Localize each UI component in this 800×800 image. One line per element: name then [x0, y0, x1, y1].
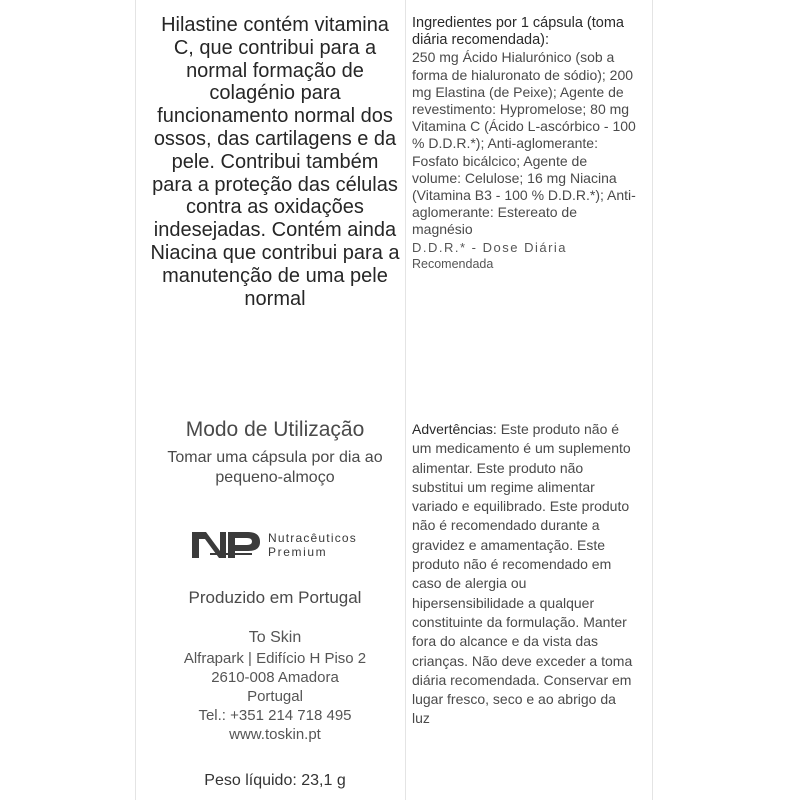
ingredients-header: Ingredientes por 1 cápsula (toma diária recomendada): [412, 15, 624, 49]
claim-block [150, 14, 400, 310]
brand-logo [190, 528, 357, 562]
warnings-block [412, 420, 637, 729]
usage-title: Modo de Utilização [185, 418, 365, 441]
brand-text [268, 531, 357, 559]
ingredients-body: 250 mg Ácido Hialurónico (sob a forma de hialuronato de sódio); 200 mg Elastina (de Peixe); Agente de revestimento: Hypromelose; 80 mg Vitamina C (Ácido L-ascórbico - 100 % D.D.R.*); Anti-aglomerante: Fosfato bicálcico; Agente de volume: Celulose; 16 mg Niacina (Vitamina B3 - 100 % D.D.R.*); Anti-aglomerante: Estereato de magnésio [412, 49, 636, 238]
warnings-text: Este produto não é um medicamento é um suplemento alimentar. Este produto não substitui um regime alimentar variado e equilibrado. Este produto não é recomendado durante a gravidez e amamentação. Este produto não é recomendado em caso de alergia ou hipersensibilidade a qualquer constituinte da formulação. Manter fora do alcance e da vista das crianças. Não deve exceder a toma diária recomendada. Conservar em lugar fresco, seco e ao abrigo da luz [412, 421, 633, 727]
company-address1: Alfrapark | Edifício H Piso 2 [183, 650, 367, 667]
net-weight: Peso líquido: 23,1 g [204, 772, 346, 789]
company-name: To Skin [248, 629, 302, 646]
ddr-note: D.D.R.* - Dose Diária [412, 239, 568, 255]
company-country: Portugal [247, 688, 303, 705]
brand-line2: Premium [268, 545, 328, 559]
divider-right [652, 0, 653, 800]
health-claim-text: Hilastine contém vitamina C, que contribui para a normal formação de colagénio para funcionamento normal dos ossos, das cartilagens e da pele. Contribui também para a proteção das células contra as oxidações indesejadas. Contém ainda Niacina que contribui para a manutenção de uma pele normal [150, 14, 400, 310]
company-block [150, 628, 400, 744]
origin-text: Produzido em Portugal [188, 588, 362, 607]
brand-line1: Nutracêuticos [268, 531, 357, 545]
usage-text: Tomar uma cápsula por dia ao pequeno-almoço [167, 449, 383, 486]
company-website: www.toskin.pt [229, 726, 321, 743]
company-address2: 2610-008 Amadora [211, 669, 339, 686]
company-phone: Tel.: +351 214 718 495 [198, 707, 352, 724]
divider-left [135, 0, 136, 800]
np-logo-icon [190, 529, 262, 561]
warnings-label: Advertências: [412, 421, 497, 437]
ddr-note-cont: Recomendada [412, 256, 494, 271]
ingredients-block [412, 15, 637, 273]
divider-middle [405, 0, 406, 800]
